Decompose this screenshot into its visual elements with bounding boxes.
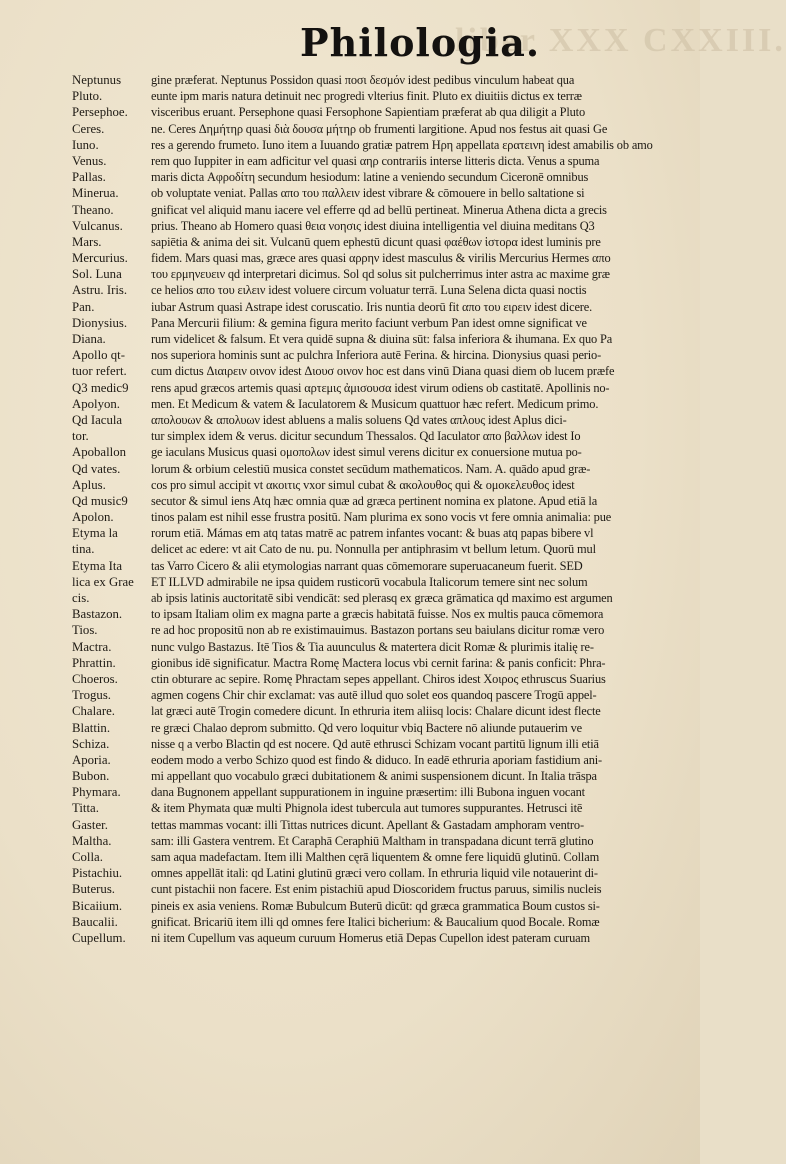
margin-note: Ceres. xyxy=(72,121,105,136)
margin-note: Baucalii. xyxy=(72,914,118,929)
margin-note: Etyma la xyxy=(72,526,118,541)
margin-note: Vulcanus. xyxy=(72,218,123,233)
text-line: eodem modo a verbo Schizo quod est findo & diduco. In eadē ethruria aporiam fastidium ani- xyxy=(151,752,603,767)
margin-note: Pistachiu. xyxy=(72,866,123,881)
text-line: tas Varro Cicero & alii etymologias narrant quas cōmemorare superuacaneum fuerit. SED xyxy=(151,558,583,573)
text-line: lorum & orbium celestiū musica constet secūdum mathematicos. Nam. A. quādo apud græ- xyxy=(151,461,591,476)
margin-note: Qd music9 xyxy=(72,493,128,508)
text-line: tettas mammas vocant: illi Tittas nutrices dicunt. Apellant & Gastadam amphoram ventro- xyxy=(151,817,584,832)
text-line: gnificat vel aliquid manu iacere vel efferre qd ad bellū pertineat. Minerua Athena dicta a grecis xyxy=(151,202,607,217)
margin-note: lica ex Grae xyxy=(72,574,134,589)
margin-note: Apolyon. xyxy=(72,396,120,411)
text-line: men. Et Medicum & vatem & Iaculatorem & Musicum quattuor hæc refert. Medicum primo. xyxy=(151,396,599,411)
body-text xyxy=(151,72,691,946)
margin-note: Apollo qt- xyxy=(72,348,125,363)
margin-note: Phrattin. xyxy=(72,655,116,670)
margin-note: Buterus. xyxy=(72,882,116,897)
text-line: cos pro simul accipit vt ακοιτις vxor simul cubat & ακολουθος qui & ομοκελευθος idest xyxy=(151,477,575,492)
margin-note: Pluto. xyxy=(72,89,103,104)
text-line: Pana Mercurii filium: & gemina figura merito faciunt verbum Pan idest omne significat ve xyxy=(151,315,587,330)
margin-note: Chalare. xyxy=(72,704,115,719)
margin-note: Dionysius. xyxy=(72,315,128,330)
text-line: cunt pistachii non facere. Est enim pistachiū apud Dioscoridem fructus paruus, similis nucleis xyxy=(151,882,602,897)
text-line: fidem. Mars quasi mas, græce ares quasi αρρην idest masculus & virilis Mercurius Hermes απο xyxy=(151,251,611,266)
margin-note: Apolon. xyxy=(72,510,114,525)
text-line: sam: illi Gastera ventrem. Et Caraphā Ceraphiū Maltham in transpadana dicunt terrā glutino xyxy=(151,833,594,848)
margin-note: Gaster. xyxy=(72,817,108,832)
margin-note: Astru. Iris. xyxy=(72,283,128,298)
bleed-through-text: liber XXX CXXIII. xyxy=(455,22,786,59)
text-line: ge iaculans Musicus quasi ομοπολων idest simul verens dicitur ex conuersione mutua po- xyxy=(151,445,582,460)
margin-note: Trogus. xyxy=(72,688,112,703)
text-line: & item Phymata quæ multi Phignola idest tubercula aut tumores suppurantes. Hetrusci itē xyxy=(151,801,583,816)
text-line: ni item Cupellum vas aqueum curuum Homerus etiā Depas Cupellon idest pateram curuam xyxy=(151,930,591,945)
margin-note: Schiza. xyxy=(72,736,110,751)
margin-note: Maltha. xyxy=(72,833,112,848)
text-line: secutor & simul iens Atq hæc omnia quæ ad græca pertinent nomina ex platone. Apud etiā la xyxy=(151,493,598,508)
text-line: agmen cogens Chir chir exclamat: vas autē illud quo solet eos quandoq pascere Trogū appel- xyxy=(151,688,597,703)
text-line: ob voluptate veniat. Pallas απο του παλλειν idest vibrare & cōmouere in bello saltatione si xyxy=(151,186,585,201)
margin-note: Qd vates. xyxy=(72,461,121,476)
margin-note: Titta. xyxy=(72,801,99,816)
margin-note: Apoballon xyxy=(72,445,127,460)
text-line: visceribus eruant. Persephone quasi Fersophone Sapientiam præferat ab qua diligit a Pluto xyxy=(151,105,585,120)
text-line: του ερμηνευειν qd interpretari dicimus. Sol qd solus sit pulcherrimus inter astra ac maxime græ xyxy=(151,267,610,282)
margin-note: Choeros. xyxy=(72,671,118,686)
text-line: maris dicta Αφροδίτη secundum hesiodum: latine a veniendo secundum Ciceronē omnibus xyxy=(151,170,589,185)
text-line: gine præferat. Neptunus Possidon quasi ποσι δεσμόν idest pedibus vinculum habeat qua xyxy=(151,73,575,87)
margin-note: Theano. xyxy=(72,202,114,217)
margin-note: Q3 medic9 xyxy=(72,380,129,395)
text-line: tinos palam est nihil esse frustra positū. Nam plurima ex sono vocis vt fere omnia animalia: pue xyxy=(151,510,612,525)
text-line: pineis ex asia veniens. Romæ Bubulcum Buterū dicūt: qd græca grammatica Boum custos si- xyxy=(151,898,600,913)
margin-note: Neptunus xyxy=(72,73,122,87)
text-line: rem quo Iuppiter in eam adficitur vel quasi αηρ contrariis interse litteris dicta. Venus a spuma xyxy=(151,153,600,168)
text-line: ce helios απο του ειλειν idest voluere circum voluatur terrā. Luna Selena dicta quasi noctis xyxy=(151,283,587,298)
margin-note: Minerua. xyxy=(72,186,119,201)
margin-note: Mars. xyxy=(72,234,102,249)
margin-note: cis. xyxy=(72,591,90,605)
margin-note: Bastazon. xyxy=(72,607,123,622)
text-line: sam aqua madefactam. Item illi Malthen cęrā liquentem & omne fere liquidū glutinū. Collam xyxy=(151,850,600,864)
margin-note: Blattin. xyxy=(72,720,111,735)
margin-note: Etyma Ita xyxy=(72,558,123,573)
margin-note: tor. xyxy=(72,429,89,444)
margin-note: Bicaiium. xyxy=(72,898,123,913)
text-line: eunte ipm maris natura detinuit nec progredi vlterius finit. Pluto ex diuitiis dictus ex terræ xyxy=(151,89,582,104)
text-line: ctin obturare ac sepire. Romę Phractam sepes appellant. Chiros idest Χοιρος ethruscus Suarius xyxy=(151,671,606,686)
margin-note: Aporia. xyxy=(72,752,111,767)
margin-note: Venus. xyxy=(72,153,107,168)
text-line: ne. Ceres Δημήτηρ quasi διὰ δουσα μήτηρ ob frumenti largitione. Apud nos festus ait quasi Ge xyxy=(151,121,608,136)
running-header: Philologia. xyxy=(300,20,541,65)
margin-note: Qd Iacula xyxy=(72,412,123,427)
margin-note: Persephoe. xyxy=(72,105,128,120)
text-line: iubar Astrum quasi Astrape idest coruscatio. Iris nuntia deorū fit απο του ειρειν idest dicere. xyxy=(151,299,593,314)
text-line: rorum etiā. Mámas em atq tatas matrē ac patrem infantes vocant: & buas atq papas bibere vl xyxy=(151,526,594,541)
margin-note: tina. xyxy=(72,542,95,557)
text-line: nisse q a verbo Blactin qd est nocere. Qd autē ethrusci Schizam vocant partitū lignum illi etiā xyxy=(151,736,599,751)
margin-note: Mercurius. xyxy=(72,251,128,266)
text-line: res a gerendo frumeto. Iuno item a Iuuando gratiæ patrem Ηρη appellata ερατεινη idest amabilis ob amo xyxy=(151,137,653,152)
text-line: gionibus idē significatur. Mactra Romę Mactera locus vbi cernit farina: & panis conficit: Phra- xyxy=(151,655,606,670)
margin-note: Aplus. xyxy=(72,477,106,492)
text-line: dana Bugnonem appellant suppurationem in inguine præsertim: illi Bubona inguen vocant xyxy=(151,785,585,800)
margin-note: Sol. Luna xyxy=(72,267,122,282)
margin-note: Mactra. xyxy=(72,639,112,654)
text-line: prius. Theano ab Homero quasi θεια νοησις idest diuina intelligentia vel diuina meditans Q3 xyxy=(151,218,595,233)
text-line: nos superiora hominis sunt ac pulchra Inferiora autē Ferina. & hircina. Dionysius quasi perio- xyxy=(151,348,602,363)
margin-note: Tios. xyxy=(72,623,98,638)
text-line: omnes appellāt itali: qd Latini glutinū græci vero collam. In ethruria liquid vile notauerint di- xyxy=(151,866,598,881)
margin-note: Phymara. xyxy=(72,785,121,800)
text-line: απολουων & απολυων idest abluens a malis soluens Qd vates απλους idest Aplus dici- xyxy=(151,412,567,427)
text-line: cum dictus Διαιρειν οινον idest Διουσ οινον hoc est dans vinū Diana quasi diem ob lucem præfe xyxy=(151,364,615,379)
text-line: sapiētia & anima dei sit. Vulcanū quem ephestū dicunt quasi φαέθων ἱστορα idest luminis pre xyxy=(151,234,601,249)
text-line: ab ipsis latinis auctoritatē sibi vendicāt: sed plerasq ex græca grāmatica qd maximo est argumen xyxy=(151,591,613,605)
margin-note: Pallas. xyxy=(72,170,106,185)
margin-note: Bubon. xyxy=(72,769,110,784)
text-line: tur simplex idem & verus. dicitur secundum Thessalos. Qd Iaculator απο βαλλων idest Io xyxy=(151,429,581,444)
text-line: rens apud græcos artemis quasi αρτεμις ἀμισουσα idest virum odiens ob castitatē. Apollinis no- xyxy=(151,380,610,395)
text-line: rum videlicet & falsum. Et vera quidē supna & diuina sūt: falsa inferiora & ihumana. Ex quo Pa xyxy=(151,332,613,346)
margin-note: Cupellum. xyxy=(72,930,126,945)
marginal-notes xyxy=(72,72,152,946)
margin-note: Diana. xyxy=(72,332,106,346)
margin-note: Colla. xyxy=(72,850,103,864)
margin-note: Pan. xyxy=(72,299,95,314)
text-line: re græci Chalao deprom submitto. Qd vero loquitur vbiq Bactere nō aliunde putauerim ve xyxy=(151,720,582,735)
margin-note: tuor refert. xyxy=(72,364,127,379)
margin-note: Iuno. xyxy=(72,137,99,152)
text-line: nunc vulgo Bastazus. Itē Tios & Tia auunculus & matertera dicit Romæ & plurimis italię re- xyxy=(151,639,594,654)
text-line: lat græci autē Trogin comedere dicunt. In ethruria item aliisq locis: Chalare dicunt idest flecte xyxy=(151,704,601,719)
text-line: gnificat. Bricariū item illi qd omnes fere Italici bicherium: & Baucalium quod Bocale. Romæ xyxy=(151,914,600,929)
text-line: re ad hoc propositū non ab re existimauimus. Bastazon portans seu baiulans dicitur romæ vero xyxy=(151,623,605,638)
text-line: delicet ac edere: vt ait Cato de nu. pu. Nonnulla per antiphrasim vt bellum letum. Quorū mul xyxy=(151,542,596,557)
text-line: to ipsam Italiam olim ex magna parte a græcis habitatā fuisse. Nos ex multis pauca cōmemora xyxy=(151,607,604,622)
text-line: ET ILLVD admirabile ne ipsa quidem rusticorū vocabula Italicorum temere sint nec solum xyxy=(151,574,588,589)
text-line: mi appellant quo vocabulo græci dubitationem & animi suspensionem dicunt. In Italia trāspa xyxy=(151,769,597,784)
